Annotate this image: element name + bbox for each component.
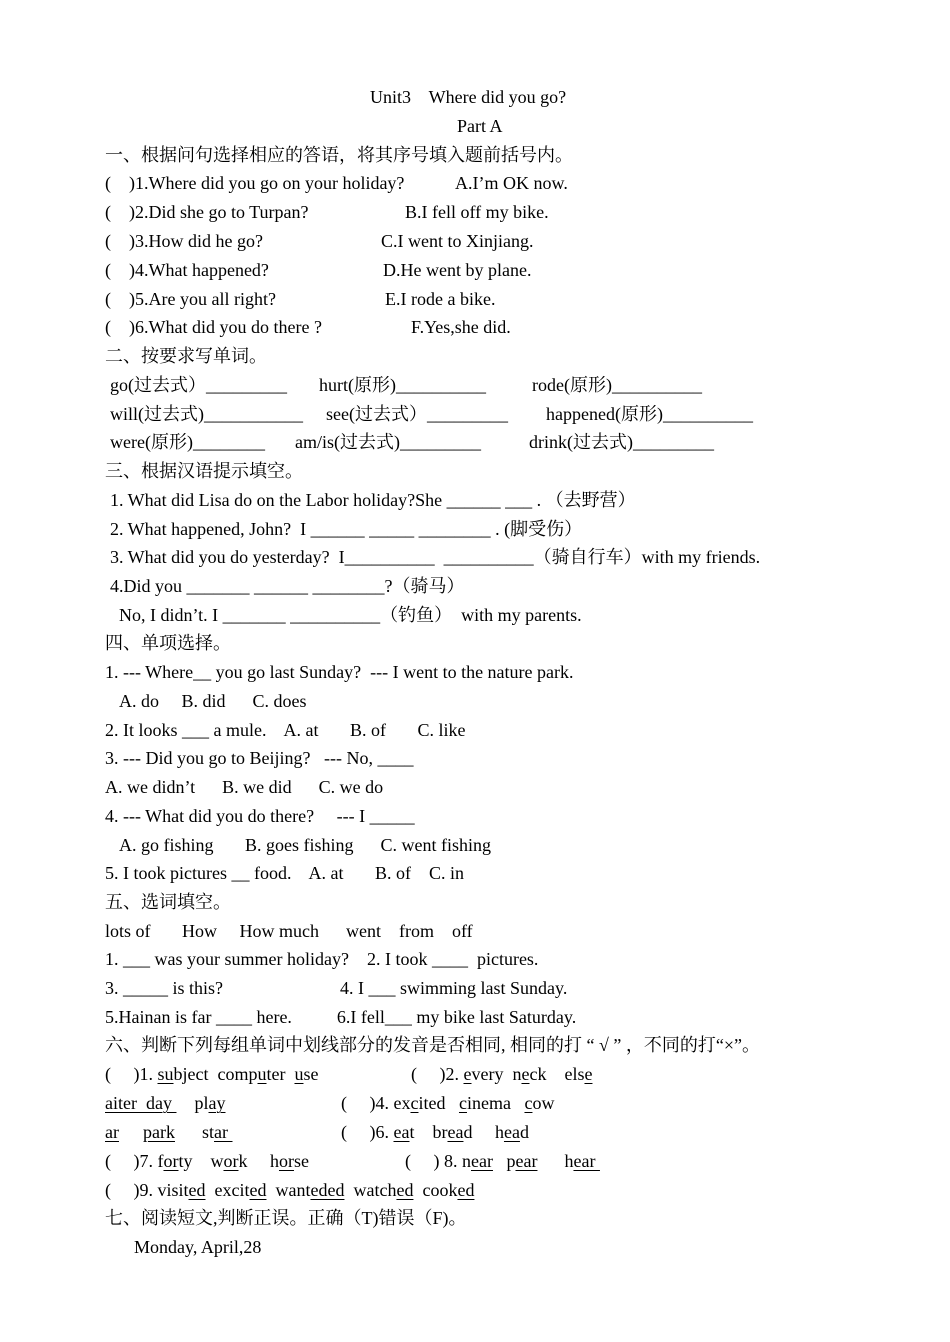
- s1-question-5: ( )5.Are you all right?: [105, 289, 276, 309]
- s1-answer-b: B.I fell off my bike.: [405, 202, 549, 222]
- s6-row-3a: ar: [105, 1122, 119, 1142]
- s4-line-6: 4. --- What did you do there? --- I _____: [105, 806, 415, 826]
- s5-line-1: 1. ___ was your summer holiday? 2. I took ____ pictures.: [105, 949, 539, 969]
- s6-row-3d: ( )6. eat bread head: [341, 1122, 529, 1142]
- s1-question-1: ( )1.Where did you go on your holiday?: [105, 173, 405, 193]
- s6-row-2b: ( )4. excited cinema cow: [341, 1093, 555, 1113]
- s3-line-1: 1. What did Lisa do on the Labor holiday?She ______ ___ . （去野营）: [110, 490, 636, 510]
- section-5-heading: 五、选词填空。: [105, 892, 231, 912]
- s6-row-3c: star: [202, 1122, 233, 1142]
- s1-answer-a: A.I’m OK now.: [455, 173, 568, 193]
- s4-line-1: 1. --- Where__ you go last Sunday? --- I went to the nature park.: [105, 662, 574, 682]
- s5-word-bank: lots of How How much went from off: [105, 921, 473, 941]
- s6-row-3b: park: [143, 1122, 175, 1142]
- s1-answer-d: D.He went by plane.: [383, 260, 532, 280]
- s1-question-3: ( )3.How did he go?: [105, 231, 263, 251]
- s4-line-8: 5. I took pictures __ food. A. at B. of C. in: [105, 863, 464, 883]
- page-subtitle: Part A: [457, 116, 503, 136]
- section-7-heading: 七、阅读短文,判断正误。正确（T)错误（F)。: [105, 1208, 467, 1228]
- s2-item: rode(原形)__________: [532, 375, 702, 395]
- s3-line-4: 4.Did you _______ ______ ________?（骑马）: [110, 576, 465, 596]
- s7-date: Monday, April,28: [134, 1237, 262, 1257]
- section-2-heading: 二、按要求写单词。: [105, 346, 267, 366]
- s4-line-4: 3. --- Did you go to Beijing? --- No, ____: [105, 748, 414, 768]
- s2-item: drink(过去式)_________: [529, 432, 714, 452]
- s2-item: hurt(原形)__________: [319, 375, 486, 395]
- s1-answer-e: E.I rode a bike.: [385, 289, 496, 309]
- s1-question-2: ( )2.Did she go to Turpan?: [105, 202, 309, 222]
- s5-line-2: 3. _____ is this? 4. I ___ swimming last Sunday.: [105, 978, 568, 998]
- s2-item: see(过去式）_________: [326, 404, 508, 424]
- page-title: Unit3 Where did you go?: [370, 87, 567, 107]
- s6-row-4b: ( ) 8. near pear hear: [405, 1151, 600, 1171]
- s3-line-3: 3. What did you do yesterday? I__________ __________（骑自行车）with my friends.: [110, 547, 761, 567]
- section-3-heading: 三、根据汉语提示填空。: [105, 461, 303, 481]
- s1-answer-f: F.Yes,she did.: [411, 317, 511, 337]
- s2-item: am/is(过去式)_________: [295, 432, 481, 452]
- s1-answer-c: C.I went to Xinjiang.: [381, 231, 534, 251]
- s6-row-2a: aiter day play: [105, 1093, 226, 1113]
- s3-line-2: 2. What happened, John? I ______ _____ ________ . (脚受伤）: [110, 519, 583, 539]
- s6-row-1b: ( )2. every neck else: [411, 1064, 593, 1084]
- s1-question-4: ( )4.What happened?: [105, 260, 269, 280]
- s6-row-5: ( )9. visited excited wanteded watched cooked: [105, 1180, 475, 1200]
- s2-item: go(过去式）_________: [110, 375, 287, 395]
- s6-row-4a: ( )7. forty work horse: [105, 1151, 309, 1171]
- s3-line-5: No, I didn’t. I _______ __________（钓鱼） with my parents.: [119, 605, 582, 625]
- s6-row-1a: ( )1. subject computer use: [105, 1064, 319, 1084]
- section-1-heading: 一、根据问句选择相应的答语，将其序号填入题前括号内。: [105, 145, 573, 165]
- s2-item: will(过去式)___________: [110, 404, 303, 424]
- s4-line-7: A. go fishing B. goes fishing C. went fishing: [119, 835, 491, 855]
- s4-line-3: 2. It looks ___ a mule. A. at B. of C. like: [105, 720, 466, 740]
- section-6-heading: 六、判断下列每组单词中划线部分的发音是否相同, 相同的打 “ √ ” ，不同的打“×”。: [105, 1035, 760, 1055]
- section-4-heading: 四、单项选择。: [105, 633, 231, 653]
- s4-line-5: A. we didn’t B. we did C. we do: [105, 777, 384, 797]
- s5-line-3: 5.Hainan is far ____ here. 6.I fell___ my bike last Saturday.: [105, 1007, 577, 1027]
- s2-item: were(原形)________: [110, 432, 265, 452]
- s4-line-2: A. do B. did C. does: [119, 691, 307, 711]
- s2-item: happened(原形)__________: [546, 404, 753, 424]
- s1-question-6: ( )6.What did you do there ?: [105, 317, 322, 337]
